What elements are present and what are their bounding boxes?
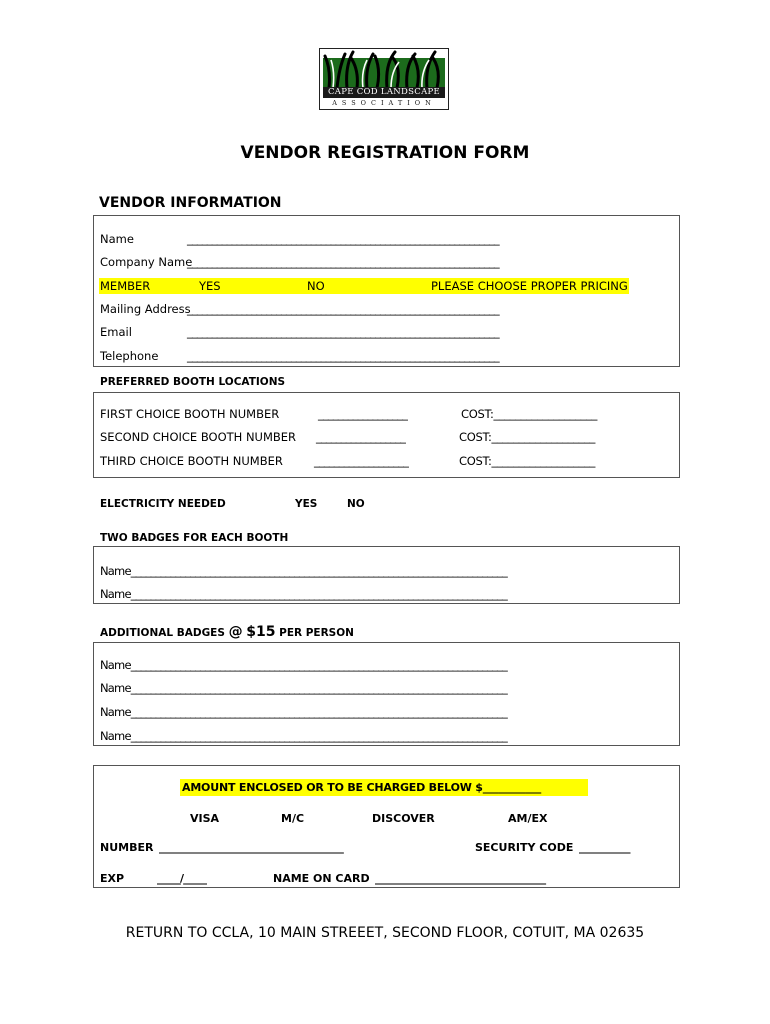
address-field[interactable]: _______________________________________________________________ [187,302,499,316]
email-label: Email [100,325,132,339]
electricity-no-option[interactable]: NO [347,498,365,510]
card-amex-option[interactable]: AM/EX [508,812,548,825]
company-label: Company Name [100,255,193,269]
company-field[interactable]: _______________________________________________________________ [187,255,499,269]
card-number-field[interactable]: ________________________________________ [159,841,344,854]
booth-heading: PREFERRED BOOTH LOCATIONS [100,376,286,388]
member-label: MEMBER [100,279,151,293]
name-on-card-field[interactable]: _____________________________________ [375,872,546,885]
additional-badge-name-field[interactable]: Name____________________________________________________________________________ [100,681,507,695]
additional-badge-name-field[interactable]: Name____________________________________________________________________________ [100,729,507,743]
name-label: Name [100,232,134,246]
address-label: Mailing Address [100,302,191,316]
name-field[interactable]: _______________________________________________________________ [187,232,499,246]
card-mc-option[interactable]: M/C [281,812,305,825]
electricity-label: ELECTRICITY NEEDED [100,498,226,510]
booth-first-field[interactable]: __________________ [318,407,408,421]
form-title: VENDOR REGISTRATION FORM [240,143,530,163]
booth-first-label: FIRST CHOICE BOOTH NUMBER [100,407,280,421]
telephone-label: Telephone [100,349,159,363]
badge-price: $15 [246,624,276,640]
association-logo [319,48,449,110]
additional-badge-name-field[interactable]: Name____________________________________________________________________________ [100,705,507,719]
booth-second-cost[interactable]: COST:___________________ [459,430,596,444]
grass-icon [321,50,447,88]
additional-badges-label: ADDITIONAL BADGES [100,627,225,639]
card-visa-option[interactable]: VISA [190,812,220,825]
additional-badges-heading [100,624,354,640]
booth-second-field[interactable]: __________________ [316,430,406,444]
security-code-label: SECURITY CODE [475,841,574,854]
exp-label: EXP [100,872,125,885]
member-pricing-note: PLEASE CHOOSE PROPER PRICING [431,279,628,293]
exp-field[interactable]: _____/_____ [157,872,207,885]
member-yes-option[interactable]: YES [199,279,221,293]
badges-heading: TWO BADGES FOR EACH BOOTH [100,532,289,544]
electricity-yes-option[interactable]: YES [295,498,318,510]
booth-third-cost[interactable]: COST:___________________ [459,454,596,468]
security-code-field[interactable]: ___________ [579,841,630,854]
additional-badge-name-field[interactable]: Name____________________________________________________________________________ [100,658,507,672]
telephone-field[interactable]: _______________________________________________________________ [187,349,499,363]
amount-field[interactable]: AMOUNT ENCLOSED OR TO BE CHARGED BELOW $___________ [182,781,542,794]
logo-name: CAPE COD LANDSCAPE [323,87,445,98]
booth-third-field[interactable]: ___________________ [314,454,409,468]
at-symbol: @ [228,624,243,640]
card-discover-option[interactable]: DISCOVER [372,812,435,825]
name-on-card-label: NAME ON CARD [273,872,370,885]
return-address: RETURN TO CCLA, 10 MAIN STREEET, SECOND FLOOR, COTUIT, MA 02635 [125,925,645,941]
badge-name-field[interactable]: Name____________________________________________________________________________ [100,564,507,578]
booth-second-label: SECOND CHOICE BOOTH NUMBER [100,430,297,444]
logo-subtitle: ASSOCIATION [332,99,436,107]
vendor-info-heading: VENDOR INFORMATION [99,195,282,211]
email-field[interactable]: _______________________________________________________________ [187,325,499,339]
booth-first-cost[interactable]: COST:___________________ [461,407,598,421]
member-no-option[interactable]: NO [307,279,325,293]
card-number-label: NUMBER [100,841,154,854]
booth-third-label: THIRD CHOICE BOOTH NUMBER [100,454,283,468]
per-person-label: PER PERSON [279,627,354,639]
badge-name-field[interactable]: Name____________________________________________________________________________ [100,587,507,601]
